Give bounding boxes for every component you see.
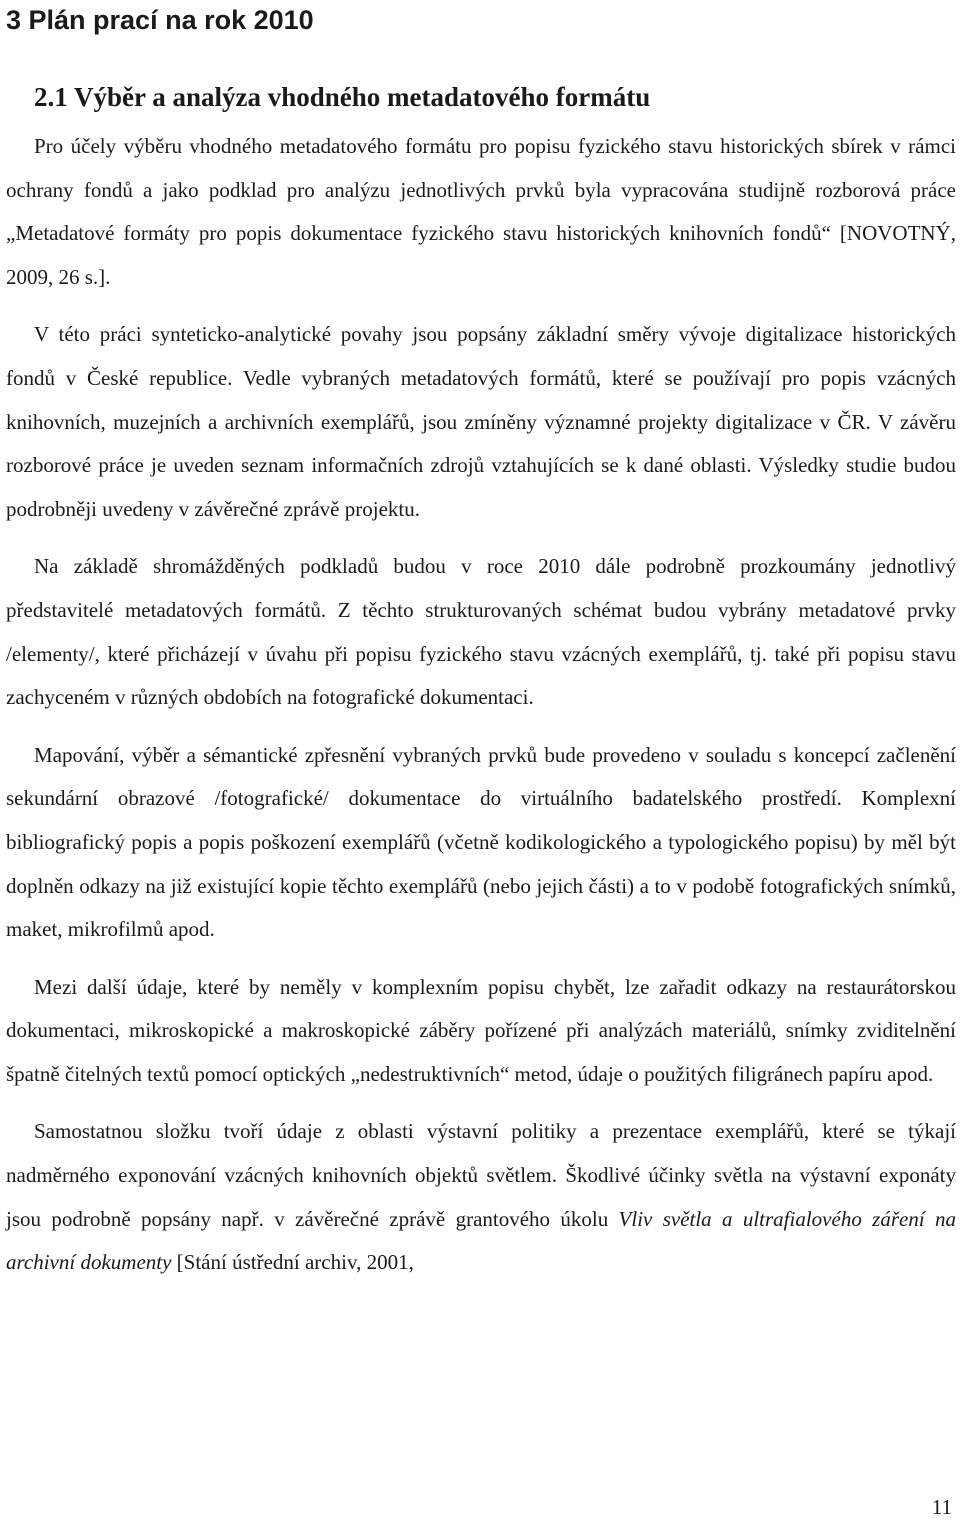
citation-text: [Stání ústřední archiv, 2001, xyxy=(171,1250,414,1275)
paragraph: Pro účely výběru vhodného metadatového formátu pro popisu fyzického stavu historických sbírek v rámci ochrany fondů a jako podklad pro analýzu jednotlivých prvků byla vypracována studijně rozborová práce „Metadatové formáty pro popis dokumentace fyzického stavu historických knihovních fondů“ [NOVOTNÝ, 2009, 26 s.]. xyxy=(6,134,956,289)
paragraph-text: Samostatnou složku tvoří údaje z oblasti výstavní politiky a prezentace exemplářů, které se týkají nadměrného exponování vzácných knihovních objektů světlem. Škodlivé účinky světla na výstavní exponáty jsou podrobně popsány např. v závěrečné zprávě grantového úkolu xyxy=(6,1119,956,1231)
page-number: 11 xyxy=(931,1495,952,1519)
body-text xyxy=(6,125,956,1299)
paragraph: Mapování, výběr a sémantické zpřesnění vybraných prvků bude provedeno v souladu s koncepcí začlenění sekundární obrazové /fotografické/ dokumentace do virtuálního badatelského prostředí. Komplexní bibliografický popis a popis poškození exemplářů (včetně kodikologického a typologického popisu) by měl být doplněn odkazy na již existující kopie těchto exemplářů (nebo jejich části) a to v podobě fotografických snímků, maket, mikrofilmů apod. xyxy=(6,742,956,942)
paragraph: Na základě shromážděných podkladů budou v roce 2010 dále podrobně prozkoumány jednotlivý představitelé metadatových formátů. Z těchto strukturovaných schémat budou vybrány metadatové prvky /elementy/, které přicházejí v úvahu při popisu fyzického stavu vzácných exemplářů, tj. také při popisu stavu zachyceném v různých obdobích na fotografické dokumentaci. xyxy=(6,554,956,710)
paragraph-last xyxy=(6,1110,956,1284)
paragraph: Mezi další údaje, které by neměly v komplexním popisu chybět, lze zařadit odkazy na restaurátorskou dokumentaci, mikroskopické a makroskopické záběry pořízené při analýzách materiálů, snímky zviditelnění špatně čitelných textů pomocí optických „nedestruktivních“ metod, údaje o použitých filigránech papíru apod. xyxy=(6,974,956,1086)
section-heading: 2.1 Výběr a analýza vhodného metadatového formátu xyxy=(34,82,651,112)
cited-title: Vliv světla a ultrafialového záření na archivní dokumenty xyxy=(6,1206,956,1275)
chapter-heading: 3 Plán prací na rok 2010 xyxy=(6,5,314,35)
paragraph: V této práci synteticko-analytické povahy jsou popsány základní směry vývoje digitalizace historických fondů v České republice. Vedle vybraných metadatových formátů, které se používají pro popis vzácných knihovních, muzejních a archivních exemplářů, jsou zmíněny významné projekty digitalizace v ČR. V závěru rozborové práce je uveden seznam informačních zdrojů vztahujících se k dané oblasti. Výsledky studie budou podrobněji uvedeny v závěrečné zprávě projektu. xyxy=(6,322,956,521)
